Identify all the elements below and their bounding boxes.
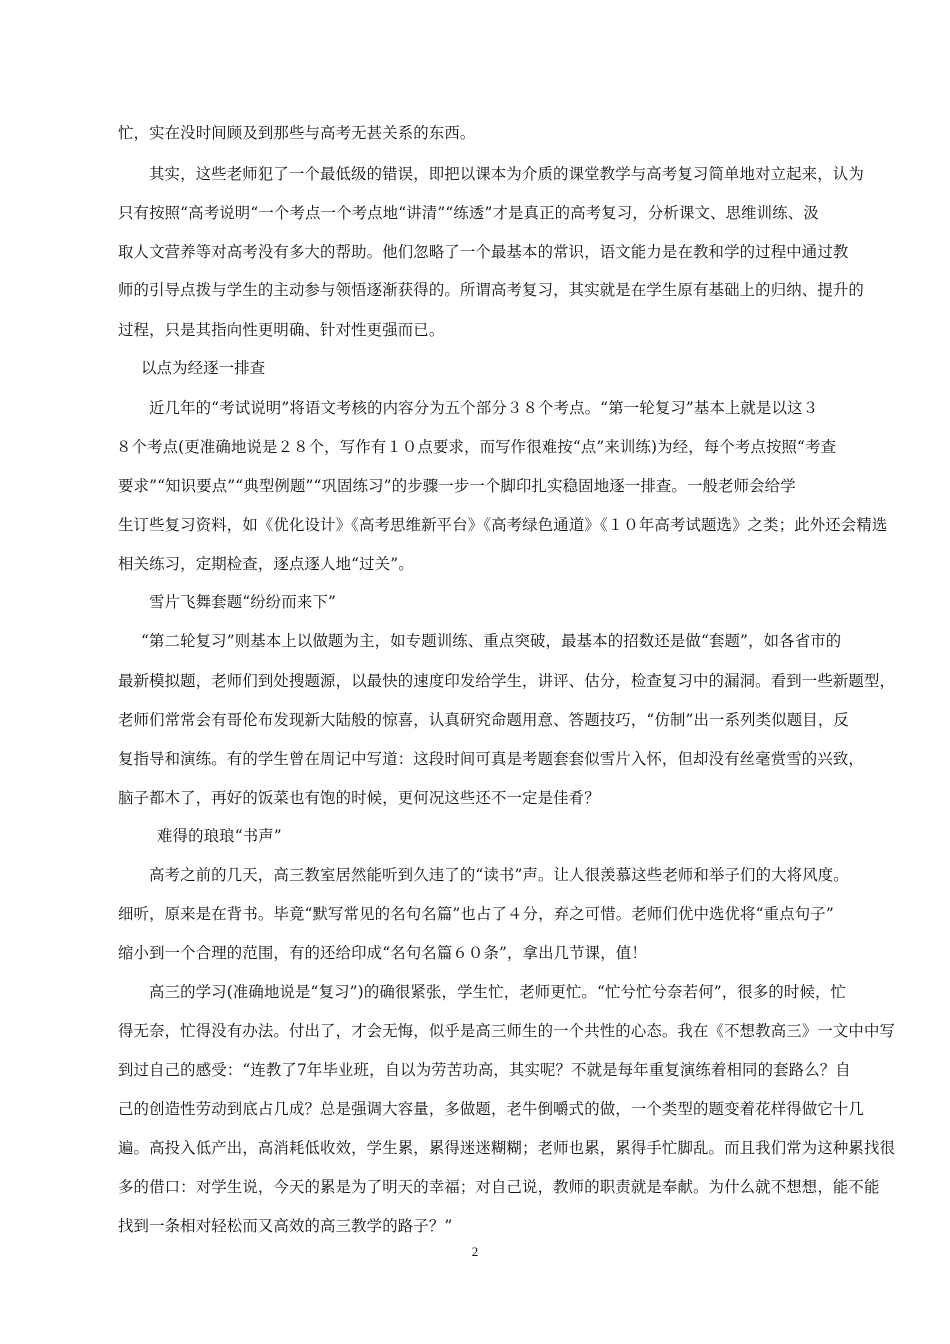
- body-line: ８个考点(更准确地说是２８个，写作有１０点要求，而写作很难按“点”来训练)为经，每个考点按照“考查: [116, 438, 837, 456]
- body-line: 老师们常常会有哥伦布发现新大陆般的惊喜，认真研究命题用意、答题技巧，“仿制”出一系列类似题目，反: [118, 711, 849, 729]
- body-line: 多的借口：对学生说，今天的累是为了明天的幸福；对自己说，教师的职责就是奉献。为什么就不想想，能不能: [118, 1178, 880, 1196]
- body-line: 要求”“知识要点”“典型例题”“巩固练习”的步骤一步一个脚印扎实稳固地逐一排查。一般老师会给学: [118, 477, 796, 495]
- body-line: 复指导和演练。有的学生曾在周记中写道：这段时间可真是考题套套似雪片入怀，但却没有丝毫赏雪的兴致，: [118, 750, 864, 768]
- paragraph-first-line: 近几年的“考试说明”将语文考核的内容分为五个部分３８个考点。“第一轮复习”基本上就是以这３: [149, 399, 819, 417]
- body-line: 最新模拟题，老师们到处搜题源，以最快的速度印发给学生，讲评、估分，检查复习中的漏洞。看到一些新题型，: [118, 672, 896, 690]
- body-line: 得无奈，忙得没有办法。付出了，才会无悔，似乎是高三师生的一个共性的心态。我在《不想教高三》一文中中写: [118, 1022, 896, 1040]
- section-heading: 以点为经逐一排查: [141, 359, 266, 377]
- body-line: 细听，原来是在背书。毕竟“默写常见的名句名篇”也占了４分，弃之可惜。老师们优中选优将“重点句子”: [118, 905, 834, 923]
- section-heading: 雪片飞舞套题“纷纷而来下”: [149, 593, 336, 611]
- body-line: 只有按照“高考说明“一个考点一个考点地“讲清”“练透”才是真正的高考复习，分析课文、思维训练、汲: [118, 204, 819, 222]
- page-number: 2: [471, 1244, 479, 1259]
- body-line: 生订些复习资料，如《优化设计》《高考思维新平台》《高考绿色通道》《１０年高考试题选》之类；此外还会精选: [118, 516, 888, 534]
- body-line: 遍。高投入低产出，高消耗低收效，学生累，累得迷迷糊糊；老师也累，累得手忙脚乱。而且我们常为这种累找很: [118, 1139, 896, 1157]
- body-line: 相关练习，定期检查，逐点逐人地“过关”。: [118, 555, 414, 573]
- section-heading: 难得的琅琅“书声”: [157, 827, 282, 845]
- body-line: 过程，只是其指向性更明确、针对性更强而已。: [118, 321, 445, 339]
- body-line: 找到一条相对轻松而又高效的高三教学的路子？”: [118, 1217, 453, 1235]
- body-line: 缩小到一个合理的范围，有的还给印成“名句名篇６０条”，拿出几节课，值！: [118, 944, 647, 962]
- paragraph-first-line: 高三的学习(准确地说是“复习”)的确很紧张，学生忙，老师更忙。“忙兮忙兮奈若何”，很多的时候，忙: [149, 983, 847, 1001]
- body-line: 取人文营养等对高考没有多大的帮助。他们忽略了一个最基本的常识，语文能力是在教和学的过程中通过教: [118, 243, 849, 261]
- paragraph-first-line: 其实，这些老师犯了一个最低级的错误，即把以课本为介质的课堂教学与高考复习简单地对立起来，认为: [149, 165, 864, 183]
- body-line: 脑子都木了，再好的饭菜也有饱的时候，更何况这些还不一定是佳肴？: [118, 789, 600, 807]
- body-line: 师的引导点拨与学生的主动参与领悟逐渐获得的。所谓高考复习，其实就是在学生原有基础上的归纳、提升的: [118, 281, 864, 299]
- paragraph-first-line: 高考之前的几天，高三教室居然能听到久违了的“读书”声。让人很羡慕这些老师和举子们的大将风度。: [149, 866, 849, 884]
- body-line: 忙，实在没时间顾及到那些与高考无甚关系的东西。: [118, 124, 476, 142]
- paragraph-first-line: “第二轮复习”则基本上以做题为主，如专题训练、重点突破，最基本的招数还是做“套题”，如各省市的: [141, 632, 842, 650]
- body-line: 己的创造性劳动到底占几成？总是强调大容量，多做题，老牛倒嚼式的做，一个类型的题变着花样得做它十几: [118, 1100, 864, 1118]
- body-line: 到过自己的感受：“连教了7年毕业班，自以为劳苦功高，其实呢？不就是每年重复演练着相同的套路么？自: [118, 1061, 851, 1079]
